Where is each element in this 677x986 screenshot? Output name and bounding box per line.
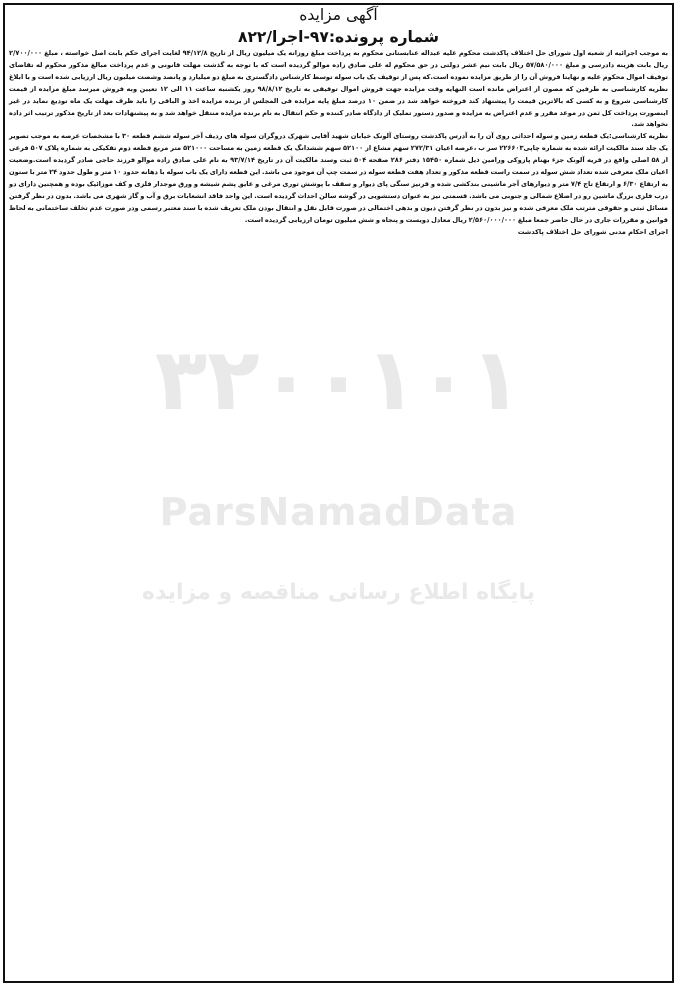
watermark-site-fa: پایگاه اطلاع رسانی مناقصه و مزایده bbox=[142, 580, 535, 605]
notice-title: آگهی مزایده bbox=[299, 6, 378, 24]
expert-opinion-paragraph: نظریه کارشناسی:یک قطعه زمین و سوله احداثی روی آن را به آدرس پاکدشت روستای آلونک خیابان شهید آقایی شهرک دروگران سوله های ردیف آخر سوله ششم قطعه ۳۰ با مشخصات عرصه به موجب تصویر یک جلد سند مالکیت ارائه شده به شماره چاپی۲۲۶۶۰۳ سر ب ،عرصه اعیان ۲۷۲/۳۱ سهم مشاع از ۵۲۱۰۰ سهم ششدانگ یک قطعه زمین به مساحت ۵۲۱۰۰۰ متر مربع قطعه دوم تفکیکی به شماره پلاک ۵۰۷ فرعی از ۵۸ اصلی واقع در قریه آلونک جزء بهنام پازوکی ورامین ذیل شماره ۱۵۴۵۰ دفتر ۲۸۶ صفحه ۵۰۴ ثبت وسند مالکیت آن در تاریخ ۹۳/۷/۱۴ به نام علی صادق زاده موالو فرزند حاجی صادر گردیده است.وضعیت اعیان ملک معرفی شده تعداد شش سوله در سمت راست قطعه مذکور و تعداد هفت قطعه سوله در سمت چپ آن موجود می باشد. این قطعه دارای یک باب سوله با دهانه حدود ۱۰ متر و طول حدود ۲۴ متر با ستون به ارتفاع ۶/۳۰ و ارتفاع تاج ۷/۴ متر و دیوارهای آجر ماشینی بندکشی شده و قرنیز سنگی پای دیوار و سقف با پوشش توری مرغی و عایق پشم شیشه و ورق موجدار فلزی و کف موزائیک بوده و همچنین دارای دو درب فلزی بزرگ ماشین رو در اضلاع شمالی و جنوبی می باشد. قسمتی نیز به عنوان دستشویی در گوشه سالن احداث گردیده است. این واحد فاقد انشعابات برق و آب و گاز شهری می باشد. بدون در نظر گرفتن مسائل ثبتی و حقوقی مترتب ملک معرفی شده و نیز بدون در نظر گرفتن دیون و بدهی اختمالی در صورت قابل نقل و انتقال بودن ملک تعریف شده با سند معتبر رسمی ودر صورت عدم تخلف ساختمانی به لحاظ قوانین و مقررات جاری در حال حاضر جمعا مبلغ ۲/۵۶۰/۰۰۰/۰۰۰ ریال معادل دویست و پنجاه و شش میلیون تومان ارزیابی گردیده است. bbox=[9, 132, 669, 224]
watermark-site: ParsNamadData bbox=[159, 490, 518, 534]
watermark-number: ۳۲۰۰۱۰۱ bbox=[154, 330, 523, 430]
notice-content bbox=[9, 0, 668, 986]
case-number: شماره پرونده:۹۷-اجرا/۸۲۲ bbox=[237, 28, 439, 46]
auction-paragraph: به موجب اجرائیه از شعبه اول شورای حل اختلاف پاکدشت محکوم علیه عبداله عنابستانی محکوم به پرداخت مبلغ روزانه یک میلیون ریال از تاریخ ۹۴/۱۲/۸ لغایت اجرای حکم بابت اصل خواسته ، مبلغ ۲/۷۰۰/۰۰۰ ریال بابت هزینه دادرسی و مبلغ ۵۷/۵۸۰/۰۰۰ ریال بابت نیم عشر دولتی در حق محکوم له علی صادق زاده موالو گردیده است که با توجه به گذشت مهلت قانونی و عدم پرداخت مبالغ مذکور محکوم له تقاضای توقیف اموال محکوم علیه و نهایتا فروش آن را از طریق مزایده نموده است.که پس از توقیف یک باب سوله توسط کارشناس دادگستری به مبلغ دو میلیارد و پانصد وشصت میلیون ریال ارزیابی شده است و با ابلاغ نظریه کارشناسی به طرفین که مصون از اعتراض مانده است النهایه وقت مزایده جهت فروش اموال توقیفی به تاریخ ۹۸/۸/۱۲ روز یکشنبه ساعت ۱۱ الی ۱۲ تعیین وبه فروش میرسد مبلغ مزایده از قیمت کارشناسی شروع و به کسی که بالاترین قیمت را پیشنهاد کند فروخته خواهد شد در ضمن ۱۰ درصد مبلغ پایه مزایده فی المجلس از برنده مزایده اخذ و الباقی را باید ظرف مهلت یک ماه تودیع نماید در غیر اینصورت پرداخت کل ثمن در موعد مقرر و عدم اعتراض به مزایده و صدور دستور تملیک از دادگاه صادر کننده و حکم انتقال به نام برنده مزایده منتقل خواهد شد و به پیشنهادات بعد از تاریخ مذکور ترتیب اثر داده نخواهد شد. bbox=[9, 49, 668, 129]
issuer-signature: اجرای احکام مدنی شورای حل اختلاف پاکدشت bbox=[517, 227, 668, 236]
